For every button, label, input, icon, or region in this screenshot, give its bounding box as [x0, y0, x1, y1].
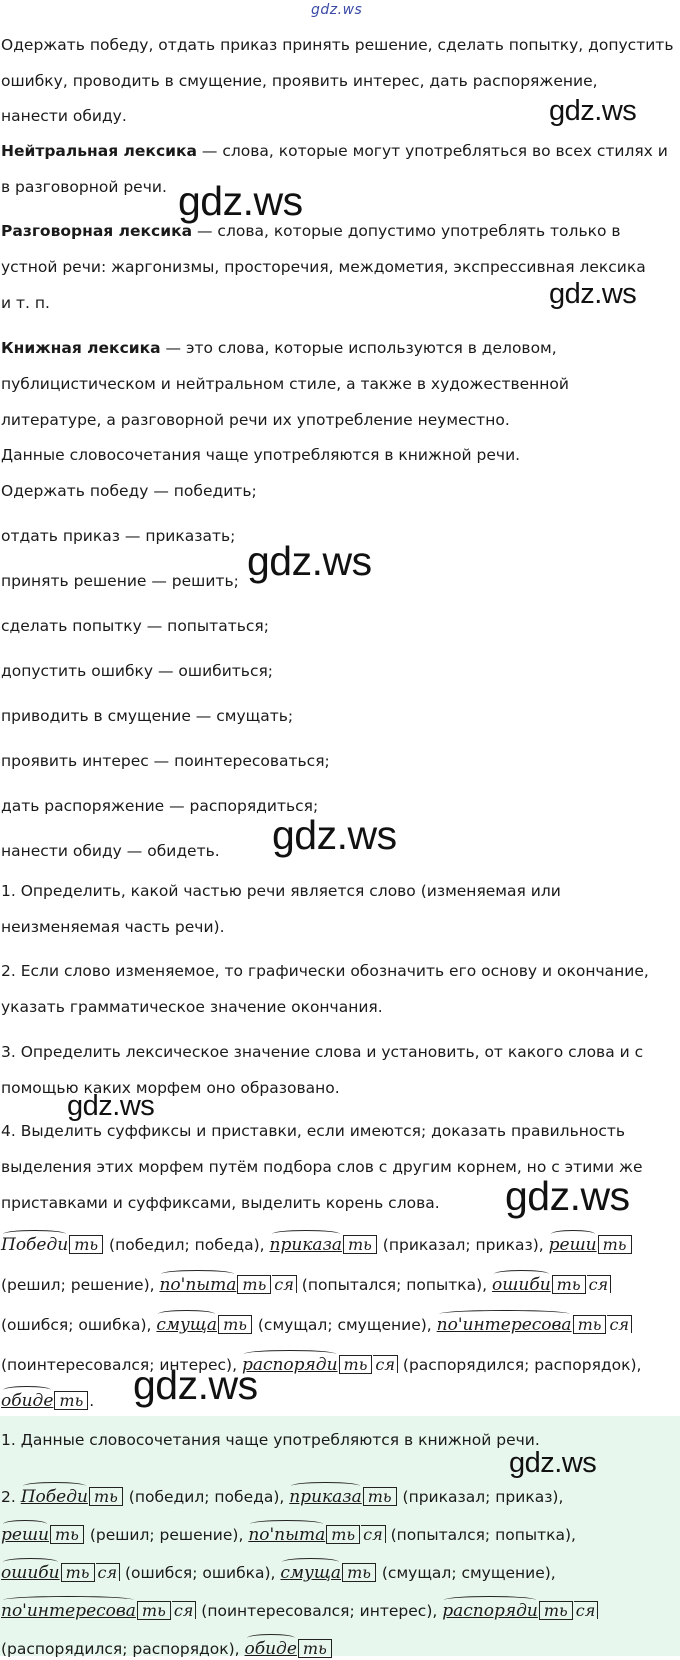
step-text: 1. Определить, какой частью речи является слово (изменяемая или [1, 882, 561, 900]
word-ending: ть [573, 1315, 607, 1334]
note: (ошибся; ошибка), [1, 1316, 152, 1334]
neutral-def-cont: в разговорной речи. [1, 178, 167, 196]
word-postfix: ся [587, 1275, 612, 1293]
watermark: gdz.ws [178, 178, 303, 224]
word-stem: Победи [1, 1228, 68, 1256]
step-text: 2. Если слово изменяемое, то графически обозначить его основу и окончание, [1, 962, 649, 980]
pair-item: дать распоряжение — распорядиться; [1, 797, 319, 815]
word-ending: ть [339, 1355, 373, 1374]
note: (распорядился; распорядок), [1, 1640, 240, 1658]
word-postfix: ся [96, 1563, 121, 1581]
definition: — слова, которые могут употребляться во всех стилях и [196, 142, 668, 160]
watermark: gdz.ws [133, 1362, 258, 1408]
word-ending: ть [342, 1563, 376, 1582]
note: (смущал; смущение), [376, 1564, 556, 1582]
note: (приказал; приказ), [397, 1488, 564, 1506]
pair-item: принять решение — решить; [1, 572, 239, 590]
intro-line: нанести обиду. [1, 107, 127, 125]
word-stem: реши [1, 1518, 49, 1546]
answer-line [1, 1518, 576, 1546]
word-ending: ть [69, 1235, 103, 1254]
watermark: gdz.ws [505, 1173, 630, 1219]
word-ending: ть [89, 1487, 123, 1506]
term: Книжная лексика [1, 339, 161, 357]
word-ending: ть [218, 1315, 252, 1334]
word-stem: ошиби [1, 1556, 60, 1584]
note: (победил; победа), [104, 1236, 265, 1254]
pair-item: допустить ошибку — ошибиться; [1, 662, 274, 680]
pair-item: приводить в смущение — смущать; [1, 707, 294, 725]
word-postfix: ся [272, 1275, 297, 1293]
pair-item: Одержать победу — победить; [1, 482, 257, 500]
pair-item: проявить интерес — поинтересоваться; [1, 752, 330, 770]
answer-line [1, 1594, 598, 1622]
word-stem: обиде [1, 1384, 53, 1412]
word-postfix: ся [361, 1525, 386, 1543]
word-stem: по'пыта [248, 1518, 325, 1546]
watermark: gdz.ws [549, 278, 637, 310]
colloquial-def [1, 220, 621, 242]
note: (решил; решение), [1, 1276, 155, 1294]
step-text: 3. Определить лексическое значение слова и установить, от какого слова и с [1, 1043, 644, 1061]
watermark: gdz.ws [67, 1090, 155, 1122]
term: Нейтральная лексика [1, 142, 197, 160]
step-text: помощью каких морфем оно образовано. [1, 1079, 340, 1097]
note: . [89, 1392, 95, 1410]
word-stem: приказа [270, 1228, 342, 1256]
word-postfix: ся [574, 1601, 599, 1619]
word-stem: распоряди [242, 1348, 338, 1376]
note: (поинтересовался; интерес), [196, 1602, 438, 1620]
intro-line: Одержать победу, отдать приказ принять решение, сделать попытку, допустить [1, 36, 674, 54]
neutral-def [1, 140, 668, 162]
note: (распорядился; распорядок), [397, 1356, 642, 1374]
step-text: приставками и суффиксами, выделить корень слова. [1, 1194, 440, 1212]
watermark: gdz.ws [272, 812, 397, 858]
answer-number: 2. [1, 1488, 16, 1506]
step-text: неизменяемая часть речи). [1, 918, 225, 936]
step-text: указать грамматическое значение окончания. [1, 998, 383, 1016]
step-text: 4. Выделить суффиксы и приставки, если имеются; доказать правильность [1, 1122, 626, 1140]
note: (победил; победа), [123, 1488, 285, 1506]
note: (приказал; приказ), [377, 1236, 544, 1254]
note: (поинтересовался; интерес), [1, 1356, 237, 1374]
bookish-def-cont: публицистическом и нейтральном стиле, а также в художественной [1, 375, 569, 393]
morph-line [1, 1348, 641, 1376]
word-ending: ть [61, 1563, 95, 1582]
word-stem: приказа [289, 1480, 361, 1508]
top-watermark: gdz.ws [311, 2, 363, 18]
definition: — слова, которые допустимо употреблять только в [192, 222, 621, 240]
pair-item: отдать приказ — приказать; [1, 527, 236, 545]
note: (попытался; попытка), [296, 1276, 488, 1294]
word-ending: ть [50, 1525, 84, 1544]
word-stem: ошиби [492, 1268, 551, 1296]
morph-line [1, 1308, 632, 1336]
note: (попытался; попытка), [385, 1526, 576, 1544]
word-ending: ть [598, 1235, 632, 1254]
watermark: gdz.ws [509, 1447, 597, 1479]
word-ending: ть [343, 1235, 377, 1254]
word-stem: по'пыта [159, 1268, 236, 1296]
colloquial-def-cont: устной речи: жаргонизмы, просторечия, междометия, экспрессивная лексика [1, 258, 646, 276]
morph-line [1, 1384, 94, 1412]
word-ending: ть [539, 1601, 573, 1620]
watermark: gdz.ws [247, 538, 372, 584]
word-ending: ть [552, 1275, 586, 1294]
word-ending: ть [54, 1391, 88, 1410]
word-stem: смуща [280, 1556, 341, 1584]
morph-line [1, 1268, 611, 1296]
intro-line: ошибку, проводить в смущение, проявить интерес, дать распоряжение, [1, 72, 598, 90]
word-postfix: ся [172, 1601, 197, 1619]
word-ending: ть [237, 1275, 271, 1294]
word-ending: ть [298, 1639, 332, 1658]
word-stem: обиде [245, 1632, 297, 1660]
watermark: gdz.ws [549, 95, 637, 127]
term: Разговорная лексика [1, 222, 193, 240]
word-stem: реши [549, 1228, 597, 1256]
conclusion: Данные словосочетания чаще употребляются в книжной речи. [1, 446, 521, 464]
answer-line [1, 1480, 563, 1508]
bookish-def [1, 337, 557, 359]
word-postfix: ся [607, 1315, 632, 1333]
bookish-def-cont: литературе, а разговорной речи их употребление неуместно. [1, 411, 510, 429]
note: (смущал; смущение), [252, 1316, 432, 1334]
definition: — это слова, которые используются в деловом, [160, 339, 557, 357]
colloquial-def-cont: и т. п. [1, 294, 50, 312]
note: (решил; решение), [84, 1526, 244, 1544]
word-ending: ть [326, 1525, 360, 1544]
word-stem: по'интересова [437, 1308, 572, 1336]
word-ending: ть [363, 1487, 397, 1506]
step-text: выделения этих морфем путём подбора слов с другим корнем, но с этими же [1, 1158, 643, 1176]
word-postfix: ся [373, 1355, 398, 1373]
pair-item: сделать попытку — попытаться; [1, 617, 269, 635]
note: (ошибся; ошибка), [120, 1564, 276, 1582]
word-ending: ть [137, 1601, 171, 1620]
morph-line [1, 1228, 633, 1256]
word-stem: смуща [156, 1308, 217, 1336]
pair-item: нанести обиду — обидеть. [1, 842, 220, 860]
answer-line [1, 1556, 556, 1584]
word-stem: распоряди [442, 1594, 538, 1622]
word-stem: Победи [21, 1480, 88, 1508]
answer-line: 1. Данные словосочетания чаще употребляются в книжной речи. [1, 1431, 540, 1449]
word-stem: по'интересова [1, 1594, 136, 1622]
